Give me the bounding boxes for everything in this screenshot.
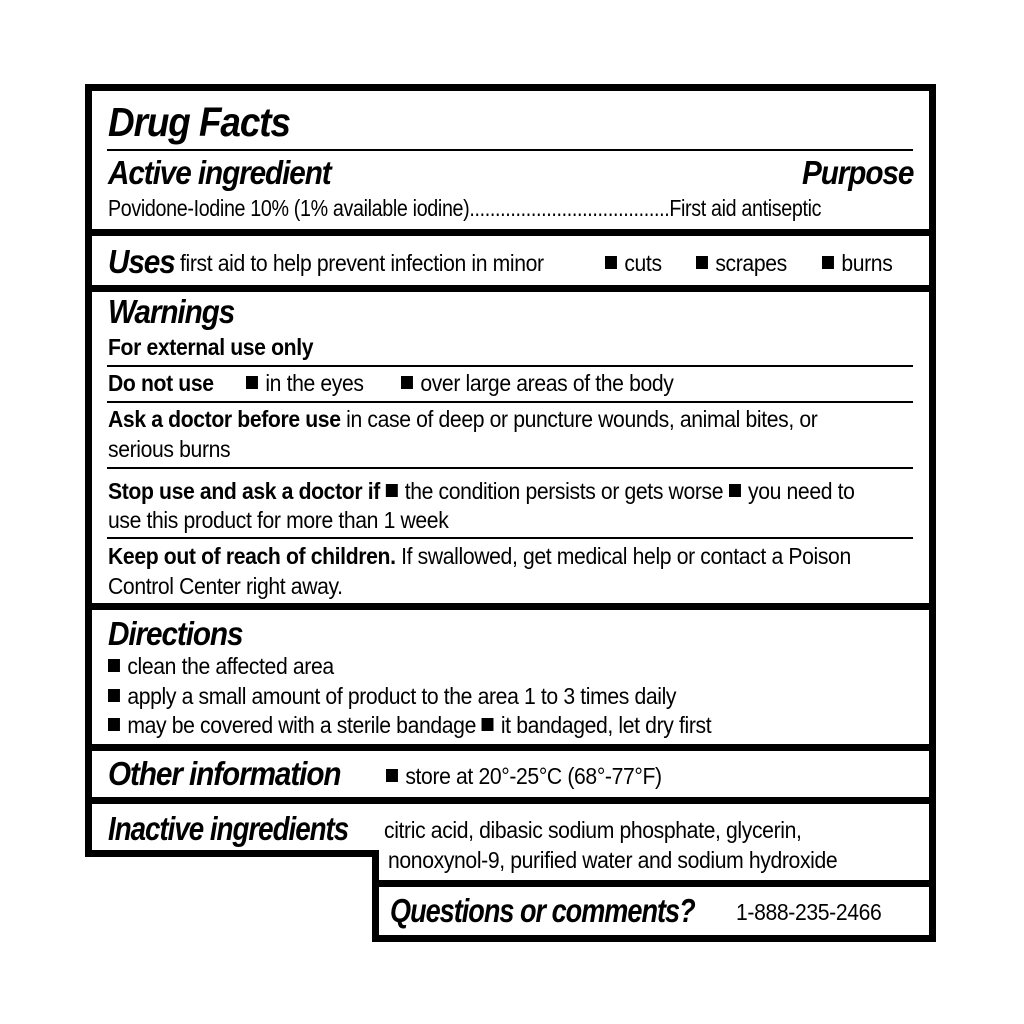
directions-item-label: apply a small amount of product to the area 1 to 3 times daily [127,683,677,709]
questions-phone: 1-888-235-2466 [736,899,882,925]
divider-other-inactive [85,797,936,804]
keep-out-text: If swallowed, get medical help or contact a Poison [401,543,851,569]
bullet-icon [108,659,120,672]
uses-heading: Uses [108,243,175,280]
directions-heading: Directions [108,615,243,652]
stop-use-item-1: the condition persists or gets worse [404,478,724,504]
divider-active-uses [85,229,936,236]
keep-out-line-2: Control Center right away. [108,573,343,599]
directions-item-label: may be covered with a sterile bandage [127,712,476,738]
stop-use-line-1 [108,480,855,503]
other-information-text: store at 20°-25°C (68°-77°F) [405,763,662,789]
directions-item-label: it bandaged, let dry first [500,712,712,738]
directions-item-label: clean the affected area [127,653,334,679]
rule-title [107,149,913,151]
uses-item [822,252,892,275]
warnings-heading: Warnings [108,293,235,330]
bullet-icon [401,376,413,389]
page-title: Drug Facts [108,99,290,145]
stop-use-item-2: you need to [748,478,855,504]
bullet-icon [386,769,398,782]
uses-text: first aid to help prevent infection in minor [180,250,544,276]
bullet-icon [696,256,708,269]
inactive-ingredients-line-2: nonoxynol-9, purified water and sodium hydroxide [388,847,838,873]
do-not-use-item [246,372,364,395]
ask-doctor-line-1 [108,408,817,431]
border-right [929,84,936,942]
ask-doctor-label: Ask a doctor before use [108,406,341,432]
stop-use-label: Stop use and ask a doctor if [108,478,380,504]
bullet-icon [108,718,120,731]
other-information-heading: Other information [108,755,341,792]
bullet-icon [108,689,120,702]
do-not-use-item-label: in the eyes [265,370,364,396]
divider-uses-warnings [85,285,936,292]
do-not-use-item-label: over large areas of the body [420,370,674,396]
inactive-ingredients-heading: Inactive ingredients [108,810,349,847]
bullet-icon [822,256,834,269]
bullet-icon [605,256,617,269]
uses-item-label: cuts [624,250,662,276]
divider-warnings-directions [85,603,936,610]
rule-external [107,365,913,367]
bullet-icon [246,376,258,389]
external-use-text: For external use only [108,334,314,360]
uses-item [696,252,787,275]
bullet-icon [729,484,741,497]
keep-out-line-1 [108,545,851,568]
keep-out-label: Keep out of reach of children. [108,543,396,569]
bullet-icon [385,484,397,497]
rule-do-not-use [107,401,913,403]
ask-doctor-line-2: serious burns [108,436,231,462]
divider-inactive-questions [372,880,936,887]
bullet-icon [482,718,494,731]
ask-doctor-text: in case of deep or puncture wounds, animal bites, or [346,406,818,432]
uses-item-label: scrapes [715,250,787,276]
rule-ask-doctor [107,467,913,469]
border-top [85,84,936,91]
directions-item [108,714,711,737]
border-left [85,84,92,857]
inactive-ingredients-line-1: citric acid, dibasic sodium phosphate, glycerin, [384,817,802,843]
do-not-use-item [401,372,674,395]
questions-heading: Questions or comments? [390,892,695,929]
directions-item [108,685,676,708]
active-ingredient-line: Povidone-Iodine 10% (1% available iodine).......................................First aid antiseptic [108,195,822,221]
rule-stop-use [107,537,913,539]
stop-use-line-2: use this product for more than 1 week [108,507,449,533]
uses-item-label: burns [841,250,893,276]
active-ingredient-heading: Active ingredient [108,154,331,191]
border-bottom [372,935,936,942]
directions-item [108,655,334,678]
purpose-heading: Purpose [802,154,914,191]
divider-directions-other [85,744,936,751]
do-not-use-label: Do not use [108,370,214,396]
border-step-vertical [372,850,379,942]
uses-item [605,252,662,275]
other-information-item [386,765,662,788]
border-bottom-left [85,850,379,857]
